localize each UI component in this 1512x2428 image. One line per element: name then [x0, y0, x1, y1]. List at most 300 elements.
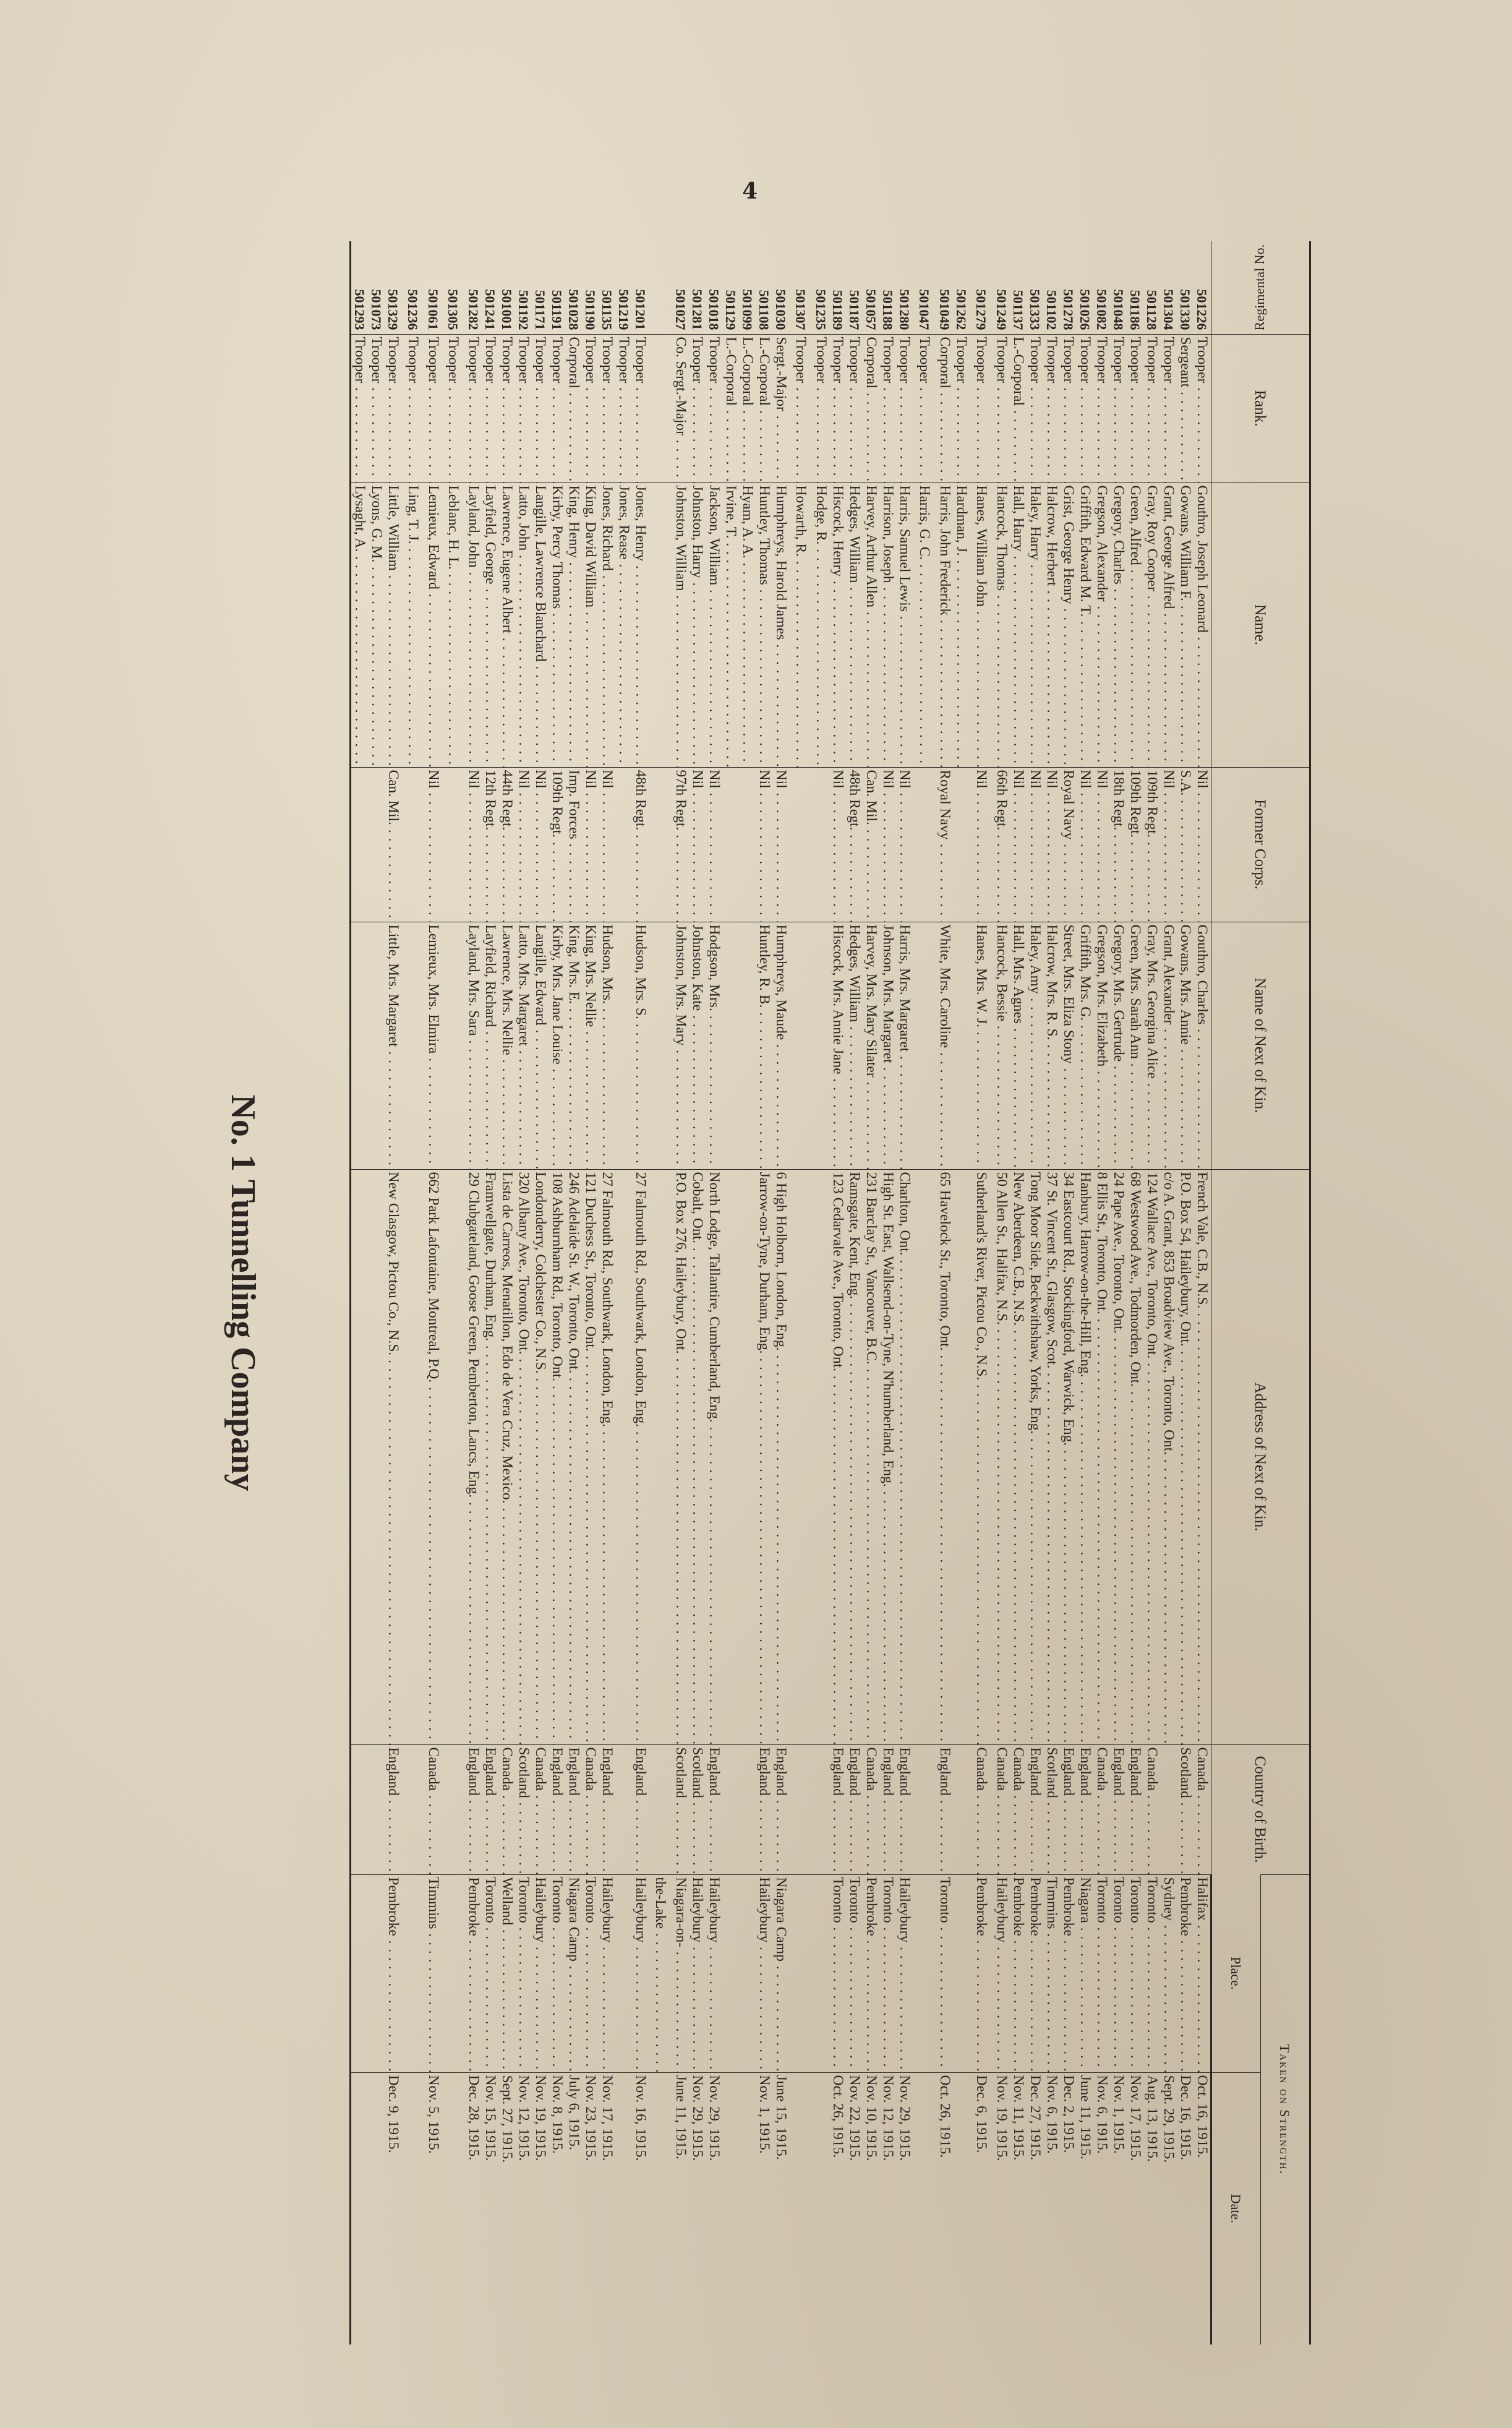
cell-next-of-kin-address [649, 1169, 672, 1744]
table-row [368, 241, 385, 2344]
cell-regimental-no: 501226 [1194, 289, 1210, 330]
cell-former-corps: 18th Regt. . . . [1110, 767, 1127, 922]
cell-next-of-kin-address: 246 Adelaide St. W., Toronto, Ont. . . . [565, 1169, 582, 1744]
cell-next-of-kin-address: 27 Falmouth Rd., Southwark, London, Eng. . . . [632, 1169, 649, 1744]
cell-country-of-birth [401, 1744, 425, 1874]
cell-next-of-kin-address: Framwellgate, Durham, Eng. . . . [482, 1169, 498, 1744]
cell-next-of-kin-address: Sutherland's River, Pictou Co., N.S. . . . [970, 1169, 993, 1744]
table-row [813, 241, 829, 2344]
cell-next-of-kin-address [442, 1169, 465, 1744]
cell-name: Hyam, A. A. . . . [739, 483, 756, 767]
header-date: Date. [1211, 2072, 1261, 2344]
cell-next-of-kin-address: P.O. Box 276, Haileybury, Ont. . . . [672, 1169, 689, 1744]
header-taken-on-strength: Taken on Strength. [1261, 1874, 1310, 2344]
cell-rank: Sergeant . . . [1177, 334, 1194, 483]
header-regimental-no: Regimental No. [1211, 241, 1310, 334]
cell-regimental-no: 501027 [673, 289, 688, 330]
table-row [739, 241, 756, 2344]
cell-former-corps [401, 767, 425, 922]
cell-name: Green, Alfred . . . [1127, 483, 1143, 767]
cell-next-of-kin-name [739, 922, 756, 1169]
cell-next-of-kin-address: 108 Ashburnham Rd., Toronto, Ont. . . . [549, 1169, 565, 1744]
table-row [515, 241, 532, 2344]
cell-rank: Trooper . . . [706, 334, 722, 483]
cell-date: Dec. 27, 1915. [1027, 2072, 1043, 2344]
cell-place: Toronto . . . [1127, 1874, 1143, 2072]
cell-country-of-birth: Canada . . . [425, 1744, 442, 1874]
cell-rank: L.-Corporal . . . [739, 334, 756, 483]
cell-next-of-kin-name: Lemieux, Mrs. Elmira . . . [425, 922, 442, 1169]
cell-next-of-kin-name: Harvey, Mrs. Mary Silater . . . [863, 922, 879, 1169]
page-number: 4 [742, 178, 759, 204]
cell-date [649, 2072, 672, 2344]
cell-date: Nov. 10, 1915. [863, 2072, 879, 2344]
cell-rank [649, 334, 672, 483]
cell-regimental-no: 501057 [863, 289, 879, 330]
cell-regimental-no: 501001 [499, 289, 515, 330]
cell-next-of-kin-name [442, 922, 465, 1169]
cell-next-of-kin-name [913, 922, 936, 1169]
cell-rank: Trooper . . . [442, 334, 465, 483]
cell-rank: Trooper . . . [425, 334, 442, 483]
cell-former-corps: Imp. Forces . . . [565, 767, 582, 922]
cell-country-of-birth: England . . . [632, 1744, 649, 1874]
cell-name: Lyons, G. M. . . . [368, 483, 385, 767]
header-former-corps: Former Corps. [1211, 767, 1310, 922]
cell-country-of-birth: England . . . [1060, 1744, 1077, 1874]
cell-country-of-birth [789, 1744, 813, 1874]
cell-rank: Trooper . . . [1060, 334, 1077, 483]
cell-name: Johnston, William . . . [672, 483, 689, 767]
cell-name: Jones, Rease . . . [615, 483, 632, 767]
cell-next-of-kin-name: Griffith, Mrs. G. . . . [1077, 922, 1093, 1169]
cell-regimental-no: 501061 [425, 289, 441, 330]
cell-former-corps: Nil . . . [879, 767, 896, 922]
cell-country-of-birth [813, 1744, 829, 1874]
cell-next-of-kin-address [401, 1169, 425, 1744]
cell-regimental-no: 501330 [1177, 289, 1193, 330]
cell-date: Nov. 1, 1915. [756, 2072, 772, 2344]
cell-country-of-birth: England . . . [465, 1744, 482, 1874]
cell-rank: Trooper . . . [368, 334, 385, 483]
cell-country-of-birth: England . . . [565, 1744, 582, 1874]
cell-regimental-no: 501304 [1161, 289, 1176, 330]
cell-place: Toronto . . . [1110, 1874, 1127, 2072]
cell-date: Oct. 26, 1915. [936, 2072, 953, 2344]
cell-country-of-birth: England . . . [482, 1744, 498, 1874]
cell-next-of-kin-name: Gowans, Mrs. Annie . . . [1177, 922, 1194, 1169]
table-row [1160, 241, 1177, 2344]
cell-rank: Trooper . . . [1110, 334, 1127, 483]
cell-rank: Trooper . . . [913, 334, 936, 483]
cell-former-corps [351, 767, 369, 922]
cell-rank: Trooper . . . [515, 334, 532, 483]
cell-rank: Trooper . . . [813, 334, 829, 483]
cell-regimental-no: 501278 [1061, 289, 1076, 330]
cell-regimental-no: 501049 [937, 289, 952, 330]
cell-regimental-no: 501099 [740, 289, 755, 330]
cell-next-of-kin-address: Jarrow-on-Tyne, Durham, Eng. . . . [756, 1169, 772, 1744]
cell-name: Lawrence, Eugene Albert . . . [498, 483, 515, 767]
cell-rank: Trooper . . . [599, 334, 615, 483]
cell-next-of-kin-address: 123 Cedarvale Ave., Toronto, Ont. . . . [829, 1169, 846, 1744]
cell-rank: L.-Corporal . . . [756, 334, 772, 483]
cell-former-corps: Nil . . . [425, 767, 442, 922]
cell-former-corps [368, 767, 385, 922]
cell-rank: Trooper . . . [970, 334, 993, 483]
cell-name: Jones, Henry . . . [632, 483, 649, 767]
cell-name: Howarth, R. . . . [789, 483, 813, 767]
cell-place: Toronto . . . [846, 1874, 863, 2072]
cell-name: Hanes, William John . . . [970, 483, 993, 767]
cell-rank: Trooper . . . [1160, 334, 1177, 483]
cell-next-of-kin-address: Tong Moor Side, Beckwithshaw, Yorks, Eng. . . . [1027, 1169, 1043, 1744]
cell-former-corps: Nil . . . [896, 767, 913, 922]
table-row [1027, 241, 1043, 2344]
cell-regimental-no: 501191 [549, 290, 565, 330]
cell-place: Haileybury . . . [896, 1874, 913, 2072]
cell-next-of-kin-name [368, 922, 385, 1169]
cell-name: Leblanc, H. L. . . . [442, 483, 465, 767]
cell-place: Toronto . . . [549, 1874, 565, 2072]
cell-place: Niagara . . . [1077, 1874, 1093, 2072]
cell-next-of-kin-address: 29 Clubgateland, Goose Green, Pemberton, Lancs, Eng. . . . [465, 1169, 482, 1744]
cell-country-of-birth: England . . . [936, 1744, 953, 1874]
cell-place: Sydney . . . [1160, 1874, 1177, 2072]
cell-former-corps [442, 767, 465, 922]
cell-next-of-kin-name: Grant, Alexander . . . [1160, 922, 1177, 1169]
cell-regimental-no: 501129 [723, 290, 738, 330]
cell-former-corps: Nil . . . [532, 767, 549, 922]
cell-rank: Trooper . . . [615, 334, 632, 483]
cell-regimental-no: 501028 [566, 289, 581, 330]
cell-place [739, 1874, 756, 2072]
cell-former-corps: 109th Regt. . . . [1143, 767, 1160, 922]
cell-country-of-birth [1160, 1744, 1177, 1874]
cell-rank: Trooper . . . [482, 334, 498, 483]
cell-country-of-birth: Canada . . . [993, 1744, 1010, 1874]
cell-date [368, 2072, 385, 2344]
cell-date [442, 2072, 465, 2344]
roster-table [349, 241, 1311, 2344]
cell-rank: Trooper . . . [1077, 334, 1093, 483]
cell-place [953, 1874, 970, 2072]
table-row [722, 241, 739, 2344]
cell-next-of-kin-name: Huntley, R. B. . . . [756, 922, 772, 1169]
cell-former-corps: Nil . . . [1077, 767, 1093, 922]
cell-former-corps: 12th Regt. . . . [482, 767, 498, 922]
cell-country-of-birth: England . . . [385, 1744, 401, 1874]
table-row [1043, 241, 1060, 2344]
table-row [532, 241, 549, 2344]
cell-next-of-kin-address: Ramsgate, Kent, Eng. . . . [846, 1169, 863, 1744]
table-row [465, 241, 482, 2344]
cell-next-of-kin-name: Layfield, Richard . . . [482, 922, 498, 1169]
cell-former-corps: Nil . . . [582, 767, 599, 922]
cell-name: Gregson, Alexander . . . [1093, 483, 1110, 767]
cell-former-corps: Nil . . . [465, 767, 482, 922]
cell-place: Haileybury . . . [756, 1874, 772, 2072]
cell-rank: Sergt.-Major . . . [772, 334, 789, 483]
cell-country-of-birth: England . . . [756, 1744, 772, 1874]
cell-regimental-no: 501249 [994, 289, 1009, 330]
cell-next-of-kin-address: French Vale, C.B., N.S. . . . [1194, 1169, 1211, 1744]
cell-name: Grist, George Henry . . . [1060, 483, 1077, 767]
cell-name: Halcrow, Herbert . . . [1043, 483, 1060, 767]
cell-place: the-Lake . . . [649, 1874, 672, 2072]
table-row [863, 241, 879, 2344]
cell-place: Toronto . . . [829, 1874, 846, 2072]
cell-former-corps [739, 767, 756, 922]
table-row [993, 241, 1010, 2344]
cell-place: Haileybury . . . [599, 1874, 615, 2072]
cell-country-of-birth [722, 1744, 739, 1874]
cell-regimental-no: 501282 [466, 289, 481, 330]
cell-regimental-no: 501135 [599, 290, 615, 330]
cell-name: Harris, Samuel Lewis . . . [896, 483, 913, 767]
cell-regimental-no: 501235 [813, 289, 829, 330]
cell-next-of-kin-name [401, 922, 425, 1169]
cell-former-corps: Nil . . . [1010, 767, 1027, 922]
table-row [401, 241, 425, 2344]
cell-place: Toronto . . . [936, 1874, 953, 2072]
cell-next-of-kin-address [913, 1169, 936, 1744]
cell-date: Nov. 19, 1915. [532, 2072, 549, 2344]
cell-country-of-birth: Scotland . . . [515, 1744, 532, 1874]
cell-regimental-no: 501307 [793, 289, 809, 330]
cell-place [789, 1874, 813, 2072]
table-row [549, 241, 565, 2344]
cell-next-of-kin-address [953, 1169, 970, 1744]
cell-rank: Trooper . . . [846, 334, 863, 483]
cell-country-of-birth: England . . . [549, 1744, 565, 1874]
cell-date: Dec. 28, 1915. [465, 2072, 482, 2344]
table-row [706, 241, 722, 2344]
cell-date: Nov. 19, 1915. [993, 2072, 1010, 2344]
cell-former-corps: Royal Navy . . . [1060, 767, 1077, 922]
cell-date: Nov. 1, 1915. [1110, 2072, 1127, 2344]
cell-date: Nov. 22, 1915. [846, 2072, 863, 2344]
cell-name: Harrison, Joseph . . . [879, 483, 896, 767]
cell-date: Nov. 5, 1915. [425, 2072, 442, 2344]
table-row [599, 241, 615, 2344]
cell-name: Langille, Lawrence Blanchard . . . [532, 483, 549, 767]
cell-former-corps [913, 767, 936, 922]
cell-place: Pembroke . . . [863, 1874, 879, 2072]
cell-place: Pembroke . . . [1177, 1874, 1194, 2072]
cell-rank: Trooper . . . [993, 334, 1010, 483]
cell-regimental-no: 501187 [847, 290, 862, 330]
cell-next-of-kin-address: c/o A. Grant, 853 Broadview Ave., Toronto, Ont. . . . [1160, 1169, 1177, 1744]
table-row [649, 241, 672, 2344]
cell-country-of-birth: Canada . . . [1093, 1744, 1110, 1874]
cell-former-corps: Nil . . . [515, 767, 532, 922]
cell-next-of-kin-name: Street, Mrs. Eliza Stony . . . [1060, 922, 1077, 1169]
table-row [1010, 241, 1027, 2344]
cell-next-of-kin-name: Gray, Mrs. Georgina Alice . . . [1143, 922, 1160, 1169]
cell-next-of-kin-address: Charlton, Ont. . . . [896, 1169, 913, 1744]
cell-next-of-kin-address: Cobalt, Ont. . . . [689, 1169, 706, 1744]
cell-next-of-kin-name [953, 922, 970, 1169]
cell-regimental-no: 501188 [880, 290, 895, 330]
cell-name: Hedges, William . . . [846, 483, 863, 767]
cell-date: Nov. 17, 1915. [1127, 2072, 1143, 2344]
table-row [789, 241, 813, 2344]
cell-next-of-kin-address: 34 Eastcourt Rd., Stockingford, Warwick, Eng. . . . [1060, 1169, 1077, 1744]
cell-name: Latto, John . . . [515, 483, 532, 767]
cell-regimental-no: 501082 [1094, 289, 1109, 330]
cell-next-of-kin-address [368, 1169, 385, 1744]
cell-country-of-birth: Canada . . . [1010, 1744, 1027, 1874]
cell-regimental-no: 501279 [973, 289, 989, 330]
table-row [1177, 241, 1194, 2344]
cell-regimental-no: 501186 [1127, 290, 1143, 330]
cell-rank: Trooper . . . [582, 334, 599, 483]
cell-place: Niagara Camp . . . [565, 1874, 582, 2072]
cell-date [722, 2072, 739, 2344]
cell-next-of-kin-name: Hall, Mrs. Agnes . . . [1010, 922, 1027, 1169]
cell-next-of-kin-address: 124 Wallace Ave., Toronto, Ont. . . . [1143, 1169, 1160, 1744]
cell-name: Hall, Harry . . . [1010, 483, 1027, 767]
cell-name: Kirby, Percy Thomas . . . [549, 483, 565, 767]
cell-rank: L.-Corporal . . . [1010, 334, 1027, 483]
cell-place [722, 1874, 739, 2072]
cell-country-of-birth: Scotland . . . [689, 1744, 706, 1874]
cell-former-corps [722, 767, 739, 922]
header-name: Name. [1211, 483, 1310, 767]
rotated-table-block [224, 241, 1311, 2344]
page-title: No. 1 Tunnelling Company [224, 1094, 262, 1491]
cell-name: Huntley, Thomas . . . [756, 483, 772, 767]
cell-rank: Trooper . . . [896, 334, 913, 483]
cell-place: Toronto . . . [1093, 1874, 1110, 2072]
cell-date [953, 2072, 970, 2344]
cell-date: Sept. 29, 1915. [1160, 2072, 1177, 2344]
cell-country-of-birth: England . . . [599, 1744, 615, 1874]
cell-country-of-birth: England . . . [1127, 1744, 1143, 1874]
table-row [1093, 241, 1110, 2344]
table-row [632, 241, 649, 2344]
cell-date: June 15, 1915. [772, 2072, 789, 2344]
cell-place: Toronto . . . [879, 1874, 896, 2072]
cell-name: Gregory, Charles . . . [1110, 483, 1127, 767]
cell-name: King, David William . . . [582, 483, 599, 767]
cell-former-corps: 48th Regt. . . . [632, 767, 649, 922]
table-row [672, 241, 689, 2344]
cell-regimental-no: 501102 [1044, 290, 1059, 330]
cell-country-of-birth [913, 1744, 936, 1874]
cell-next-of-kin-address: North Lodge, Tallantire, Cumberland, Eng. . . . [706, 1169, 722, 1744]
table-row [829, 241, 846, 2344]
cell-next-of-kin-name: Humphreys, Maude . . . [772, 922, 789, 1169]
table-row [1127, 241, 1143, 2344]
cell-next-of-kin-address: Lista de Carreos, Menatillon, Edo de Vera Cruz, Mexico. . . . [498, 1169, 515, 1744]
cell-date [813, 2072, 829, 2344]
cell-date: Aug. 13, 1915. [1143, 2072, 1160, 2344]
cell-country-of-birth [368, 1744, 385, 1874]
cell-regimental-no: 501137 [1010, 290, 1026, 330]
table-row [615, 241, 632, 2344]
table-row [953, 241, 970, 2344]
cell-place: Haileybury . . . [993, 1874, 1010, 2072]
cell-date: July 6, 1915. [565, 2072, 582, 2344]
cell-former-corps: Nil . . . [689, 767, 706, 922]
cell-place [442, 1874, 465, 2072]
cell-rank: Trooper . . . [549, 334, 565, 483]
cell-name: Johnston, Harry . . . [689, 483, 706, 767]
cell-place: Timmins . . . [1043, 1874, 1060, 2072]
cell-date: Nov. 29, 1915. [706, 2072, 722, 2344]
cell-next-of-kin-address [813, 1169, 829, 1744]
table-row [385, 241, 401, 2344]
cell-country-of-birth: Scotland . . . [1043, 1744, 1060, 1874]
cell-rank: Trooper . . . [829, 334, 846, 483]
cell-next-of-kin-name [789, 922, 813, 1169]
cell-former-corps: S.A. . . . [1177, 767, 1194, 922]
cell-next-of-kin-address: 50 Allen St., Halifax, N.S. . . . [993, 1169, 1010, 1744]
cell-place [813, 1874, 829, 2072]
cell-former-corps [615, 767, 632, 922]
cell-next-of-kin-address [615, 1169, 632, 1744]
cell-regimental-no: 501281 [690, 289, 705, 330]
cell-date [401, 2072, 425, 2344]
cell-name: Ling, T. J. . . . [401, 483, 425, 767]
cell-country-of-birth [649, 1744, 672, 1874]
cell-regimental-no: 501305 [445, 289, 461, 330]
cell-next-of-kin-name: King, Mrs. Nellie . . . [582, 922, 599, 1169]
cell-rank: Trooper . . . [532, 334, 549, 483]
header-address: Address of Next of Kin. [1211, 1169, 1310, 1744]
cell-country-of-birth: England . . . [1027, 1744, 1043, 1874]
cell-former-corps: 109th Regt. . . . [549, 767, 565, 922]
table-row [879, 241, 896, 2344]
cell-name: Grant, George Alfred . . . [1160, 483, 1177, 767]
cell-place: Haileybury . . . [632, 1874, 649, 2072]
cell-rank: Corporal . . . [936, 334, 953, 483]
cell-next-of-kin-name: Little, Mrs. Margaret . . . [385, 922, 401, 1169]
cell-name: Jackson, William . . . [706, 483, 722, 767]
cell-country-of-birth [739, 1744, 756, 1874]
cell-next-of-kin-name: Hancock, Bessie . . . [993, 922, 1010, 1169]
cell-regimental-no: 501219 [616, 289, 631, 330]
cell-name: King, Henry . . . [565, 483, 582, 767]
cell-regimental-no: 501026 [1077, 289, 1093, 330]
cell-regimental-no: 501192 [516, 290, 531, 330]
cell-regimental-no: 501190 [583, 290, 598, 330]
cell-date: Nov. 29, 1915. [689, 2072, 706, 2344]
cell-regimental-no: 501018 [706, 289, 722, 330]
cell-former-corps: Nil . . . [706, 767, 722, 922]
table-row [936, 241, 953, 2344]
cell-rank: Trooper . . . [789, 334, 813, 483]
cell-former-corps: Nil . . . [756, 767, 772, 922]
table-row [846, 241, 863, 2344]
cell-country-of-birth: Canada . . . [863, 1744, 879, 1874]
cell-former-corps: Nil . . . [772, 767, 789, 922]
cell-country-of-birth: England . . . [829, 1744, 846, 1874]
table-row [772, 241, 789, 2344]
cell-place [615, 1874, 632, 2072]
cell-country-of-birth: England . . . [896, 1744, 913, 1874]
cell-date: Dec. 9, 1915. [385, 2072, 401, 2344]
cell-next-of-kin-address: 68 Westwood Ave., Todmorden, Ont. . . . [1127, 1169, 1143, 1744]
cell-rank: Trooper . . . [879, 334, 896, 483]
cell-next-of-kin-name: Lawrence, Mrs. Nellie . . . [498, 922, 515, 1169]
cell-rank: Corporal . . . [565, 334, 582, 483]
cell-regimental-no: 501048 [1111, 289, 1126, 330]
cell-rank: Trooper . . . [953, 334, 970, 483]
cell-place: Pembroke . . . [465, 1874, 482, 2072]
